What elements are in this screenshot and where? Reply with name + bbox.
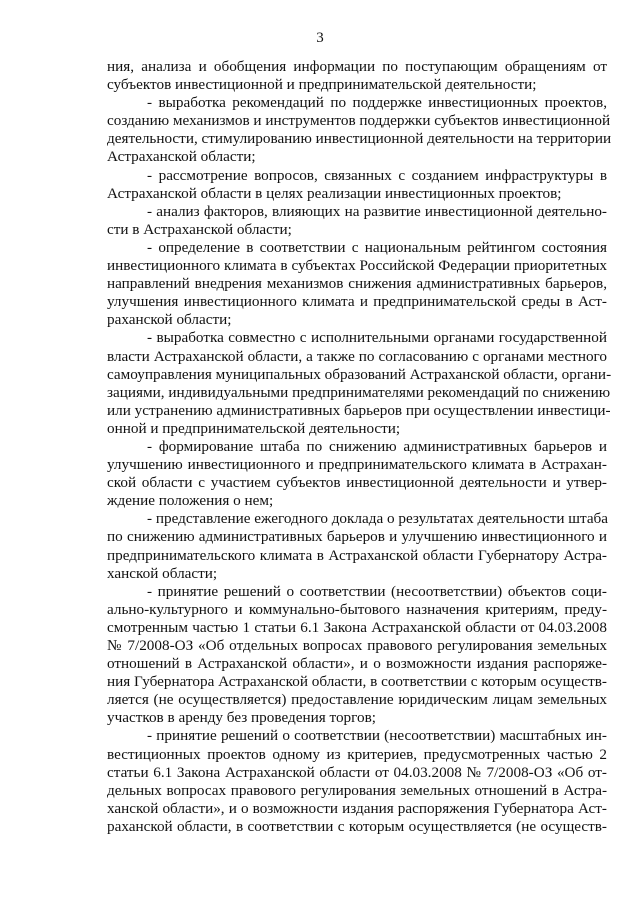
text-line: онной и предпринимательской деятельности; [107, 419, 401, 437]
text-line: отношений в Астраханской области», и о возможности издания распоряже- [107, 655, 607, 673]
text-line: зациями, индивидуальными предпринимателями рекомендаций по снижению [107, 383, 611, 401]
text-line: самоуправления муниципальных образований Астраханской области, органи- [107, 365, 612, 383]
text-line: - определение в соответствии с национальным рейтингом состояния [147, 238, 607, 256]
text-line: - принятие решений о соответствии (несоответствии) объектов соци- [147, 582, 607, 600]
text-line: улучшению инвестиционного и предпринимательского климата в Астрахан- [107, 456, 607, 474]
text-line: по снижению административных барьеров и улучшению инвестиционного и [107, 528, 607, 546]
page-number: 3 [316, 30, 324, 46]
text-line: - формирование штаба по снижению административных барьеров и [147, 437, 607, 455]
text-line: или устранению административных барьеров при осуществлении инвестици- [107, 401, 611, 419]
text-line: ния Губернатора Астраханской области, в соответствии с которым осуществ- [107, 673, 607, 691]
text-line: смотренным частью 1 статьи 6.1 Закона Астраханской области от 04.03.2008 [107, 618, 607, 636]
text-line: вестиционных проектов одному из критериев, предусмотренных частью 2 [107, 745, 607, 763]
text-line: ляется (не осуществляется) предоставление юридическим лицам земельных [107, 691, 607, 709]
text-line: статьи 6.1 Закона Астраханской области от 04.03.2008 № 7/2008-ОЗ «Об от- [107, 763, 607, 781]
text-line: ханской области; [107, 564, 218, 582]
text-line: инвестиционного климата в субъектах Российской Федерации приоритетных [107, 257, 607, 275]
text-line: направлений внедрения механизмов снижения административных барьеров, [107, 275, 607, 293]
document-body [107, 58, 612, 836]
text-line: деятельности, стимулированию инвестиционной деятельности на территории [107, 130, 612, 148]
text-line: ской области с участием субъектов инвестиционной деятельности и утвер- [107, 474, 607, 492]
text-line: раханской области, в соответствии с которым осуществляется (не осуществ- [107, 817, 607, 835]
text-line: ханской области», и о возможности издания распоряжения Губернатора Аст- [107, 799, 607, 817]
text-line: № 7/2008-ОЗ «Об отдельных вопросах правового регулирования земельных [107, 637, 607, 654]
text-line: - рассмотрение вопросов, связанных с созданием инфраструктуры в [147, 166, 607, 184]
text-line: ально-культурного и коммунально-бытового назначения критериям, преду- [107, 600, 607, 618]
text-line: участков в аренду без проведения торгов; [107, 709, 376, 727]
text-line: ния, анализа и обобщения информации по поступающим обращениям от [107, 58, 607, 75]
text-line: - представление ежегодного доклада о результатах деятельности штаба [147, 510, 609, 528]
text-line: - выработка рекомендаций по поддержке инвестиционных проектов, [147, 94, 607, 112]
text-line: - принятие решений о соответствии (несоответствии) масштабных ин- [147, 727, 607, 745]
text-line: дельных вопросах правового регулирования земельных отношений в Астра- [107, 781, 607, 799]
text-line: предпринимательского климата в Астраханской области Губернатору Астра- [107, 546, 607, 564]
text-line: Астраханской области; [107, 148, 256, 166]
text-line: субъектов инвестиционной и предпринимательской деятельности; [107, 76, 537, 94]
text-line: - анализ факторов, влияющих на развитие инвестиционной деятельно- [147, 202, 607, 220]
text-line: сти в Астраханской области; [107, 220, 292, 238]
text-line: Астраханской области в целях реализации инвестиционных проектов; [107, 184, 562, 202]
text-line: - выработка совместно с исполнительными органами государственной [147, 329, 607, 347]
text-line: улучшения инвестиционного климата и предпринимательской среды в Аст- [107, 293, 607, 311]
text-line: ждение положения о нем; [107, 492, 274, 510]
text-line: власти Астраханской области, а также по согласованию с органами местного [107, 347, 607, 365]
text-line: созданию механизмов и инструментов поддержки субъектов инвестиционной [107, 112, 611, 130]
text-line: раханской области; [107, 311, 232, 329]
